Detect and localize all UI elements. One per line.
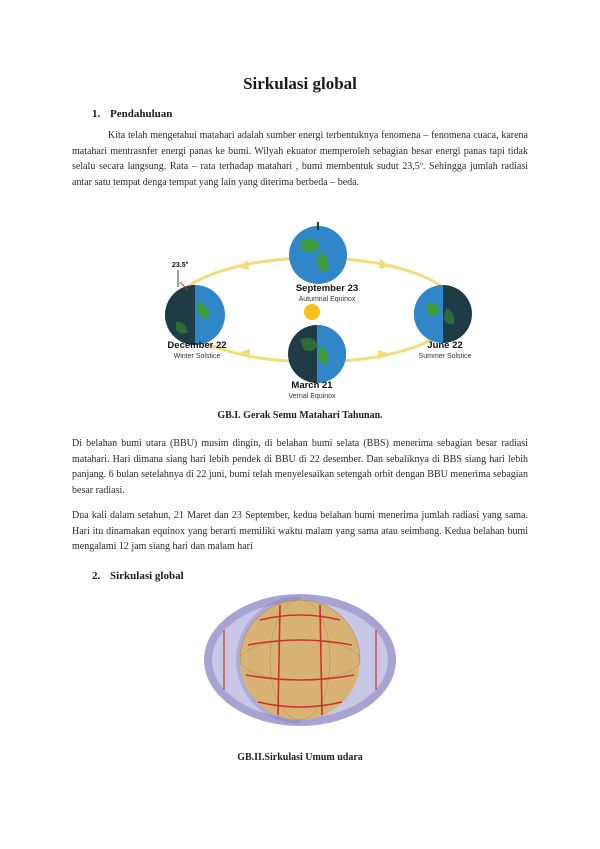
intro-paragraph: Kita telah mengetahui matahari adalah sumber energi terbentuknya fenomena – fenomena cuaca, karena matahari mentrasnfer energi panas ke bumi. Wilyah ekuator memperoleh sebagian besar energi panas tapi tidak selalu secara langsung. Rata – rata terhadap matahari , bumi membentuk sudut 23,5º. Sehingga jumlah radiasi antar satu tempat denga tempat yang lain yang diterima berbeda – beda. — [72, 130, 528, 188]
label-december-sub: Winter Solstice — [173, 353, 221, 360]
globe-march — [288, 325, 346, 383]
label-december — [152, 340, 242, 362]
label-september — [272, 283, 382, 305]
label-march-date: March 21 — [291, 380, 333, 391]
figure-2-caption: GB.II.Sirkulasi Umum udara — [237, 752, 363, 763]
label-june-sub: Summer Solstice — [418, 353, 472, 360]
tilt-angle-label: 23.5° — [172, 262, 189, 269]
section-number: 1. — [92, 108, 101, 120]
section-heading-1 — [92, 108, 172, 120]
label-march — [272, 380, 352, 402]
body-paragraph-3: Dua kali dalam setahun, 21 Maret dan 23 September, kedua belahan bumi menerima jumlah radiasi yang sama. Hari itu dinamakan equinox yang berarti memiliki waktu malam yang sama atau seimbang. Kedua belahan bumi mengalami 12 jam siang hari dan malam hari — [72, 510, 528, 552]
label-march-sub: Vernal Equinox — [288, 393, 336, 400]
figure-1-caption: GB.I. Gerak Semu Matahari Tahunan. — [217, 410, 383, 421]
label-june-date: June 22 — [427, 340, 463, 351]
section-number: 2. — [92, 570, 101, 582]
section-heading-2 — [92, 570, 184, 582]
label-september-date: September 23 — [295, 283, 359, 294]
section-title: Sirkulasi global — [110, 570, 184, 582]
label-june — [405, 340, 485, 362]
section-title: Pendahuluan — [110, 108, 173, 120]
sun-icon — [304, 304, 320, 320]
globe-june — [414, 285, 472, 343]
global-circulation-figure — [200, 590, 400, 730]
label-december-date: December 22 — [167, 340, 227, 351]
label-september-sub: Autumnal Equinox — [298, 296, 356, 303]
body-paragraph-2: Di belahan bumi utara (BBU) musim dingin, di belahan bumi selata (BBS) menerima sebagian besar radiasi matahari. Hari dimana siang hari lebih pendek di BBU di 22 desember. Dan sebaliknya di BBS siang hari lebih panjang. 6 bulan setelahnya di 22 juni, bumi telah menyelesaikan setengah orbit dengan BBU menerima sebagian besar radiasi. — [72, 438, 528, 496]
page-title: Sirkulasi global — [243, 74, 357, 93]
earth-orbit-figure — [150, 222, 480, 400]
globe-september — [289, 222, 347, 284]
